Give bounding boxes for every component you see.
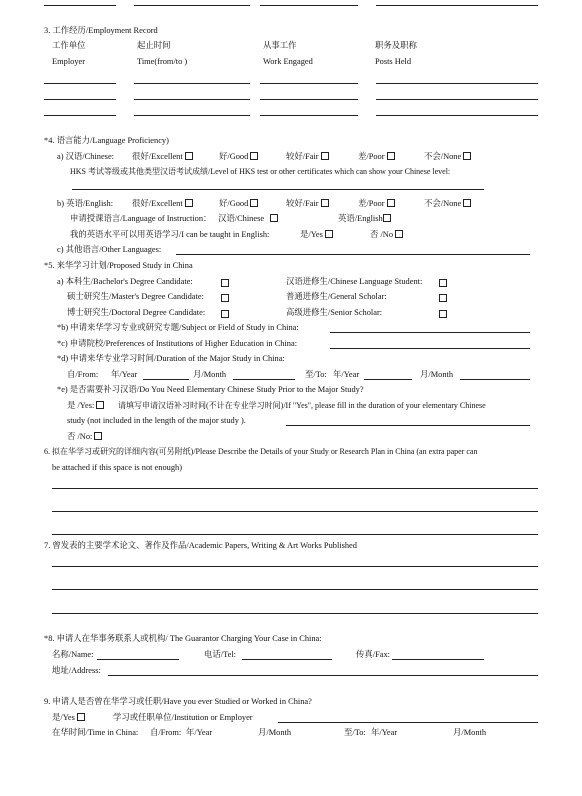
checkbox <box>250 152 258 160</box>
section-5-title: *5. 来华学习计划/Proposed Study in China <box>44 261 193 270</box>
checkbox <box>463 152 471 160</box>
header-time-en: Time(from/to ) <box>137 57 188 66</box>
checkbox <box>77 713 85 721</box>
bachelor-label: a) 本科生/Bachelor's Degree Candidate: <box>57 277 193 286</box>
guarantor-fax-label: 传真/Fax: <box>356 650 390 659</box>
checkbox <box>185 199 193 207</box>
doctor-checkbox[interactable] <box>221 310 229 318</box>
institutions-label: *c) 申请院校/Preferences of Institutions of Higher Education in China: <box>57 339 298 348</box>
guarantor-name-field[interactable] <box>97 659 179 660</box>
senior-scholar-label: 高级进修生/Senior Scholar: <box>286 308 383 317</box>
history-yes[interactable]: 是/Yes <box>52 713 85 723</box>
checkbox <box>395 230 403 238</box>
taught-english-label: 我的英语水平可以用英语学习/I can be taught in English: <box>70 230 270 239</box>
checkbox <box>325 230 333 238</box>
english-label: b) 英语/English: <box>57 199 114 208</box>
header-work-en: Work Engaged <box>263 57 313 66</box>
chinese-label: a) 汉语/Chinese: <box>57 152 114 161</box>
duration-from-label: 自/From: <box>67 370 99 379</box>
hks-note: HKS 考试等级或其他类型汉语考试成绩/Level of HKS test or other certificates which can show your Chinese level: <box>70 167 451 176</box>
guarantor-address-label: 地址/Address: <box>52 666 101 675</box>
checkbox <box>387 152 395 160</box>
doctor-label: 博士研究生/Doctoral Degree Candidate: <box>67 308 206 317</box>
chinese-poor[interactable]: 差/Poor <box>358 152 395 162</box>
header-employer-cn: 工作单位 <box>52 41 86 50</box>
section-4-title: *4. 语言能力/Language Proficiency) <box>44 136 169 145</box>
checkbox <box>250 199 258 207</box>
history-from-year: 年/Year <box>186 728 213 737</box>
guarantor-tel-field[interactable] <box>242 659 332 660</box>
other-languages-field[interactable] <box>176 254 530 255</box>
history-institution-field[interactable] <box>278 722 538 723</box>
elementary-fill-note: 请填写申请汉语补习时间(不计在专业学习时间)/If "Yes", please fill in the duration of your elementary Chinese <box>118 401 486 410</box>
english-good[interactable]: 好/Good <box>219 199 258 209</box>
duration-from-year-label: 年/Year <box>111 370 138 379</box>
guarantor-name-label: 名称/Name: <box>52 650 94 659</box>
bachelor-checkbox[interactable] <box>221 279 229 287</box>
taught-english-no[interactable]: 否 /No <box>370 230 403 240</box>
section-6-title-2: be attached if this space is not enough) <box>52 463 183 472</box>
chinese-excellent[interactable]: 很好/Excellent <box>132 152 193 162</box>
english-fair[interactable]: 较好/Fair <box>286 199 329 209</box>
checkbox <box>321 199 329 207</box>
history-to-label: 至/To: <box>344 728 366 737</box>
duration-label: *d) 申请来华专业学习时间/Duration of the Major Study in China: <box>57 354 285 363</box>
duration-to-label: 至/To: <box>305 370 327 379</box>
checkbox <box>185 152 193 160</box>
header-post-en: Posts Held <box>375 57 412 66</box>
duration-to-year-field[interactable] <box>364 379 412 380</box>
duration-to-year-label: 年/Year <box>333 370 360 379</box>
duration-from-year-field[interactable] <box>143 379 189 380</box>
subject-field[interactable] <box>330 332 530 333</box>
other-languages-label: c) 其他语言/Other Languages: <box>57 245 162 254</box>
english-none[interactable]: 不会/None <box>424 199 471 209</box>
subject-label: *b) 申请来华学习专业或研究专题/Subject or Field of Study in China: <box>57 323 299 332</box>
chinese-student-label: 汉语进修生/Chinese Language Student: <box>286 277 423 286</box>
header-employer-en: Employer <box>52 57 86 66</box>
history-to-month: 月/Month <box>453 728 487 737</box>
general-scholar-checkbox[interactable] <box>439 294 447 302</box>
checkbox <box>383 214 391 222</box>
chinese-none[interactable]: 不会/None <box>424 152 471 162</box>
master-label: 硕士研究生/Master's Degree Candidate: <box>67 292 204 301</box>
section-6-title: 6. 拟在华学习或研究的详细内容(可另附纸)/Please Describe the Details of your Study or Research Plan in China (an extra paper can <box>44 447 478 456</box>
guarantor-address-field[interactable] <box>108 675 538 676</box>
elementary-yes[interactable]: 是 /Yes: <box>67 401 104 411</box>
chinese-fair[interactable]: 较好/Fair <box>286 152 329 162</box>
general-scholar-label: 普通进修生/General Scholar: <box>286 292 387 301</box>
checkbox <box>94 432 102 440</box>
section-9-title: 9. 申请人是否曾在华学习或任职/Have you ever Studied or Worked in China? <box>44 697 312 706</box>
history-to-year: 年/Year <box>371 728 398 737</box>
history-from-label: 自/From: <box>150 728 182 737</box>
checkbox <box>321 152 329 160</box>
instruction-label: 申请授课语言/Language of Instruction： <box>70 214 212 223</box>
senior-scholar-checkbox[interactable] <box>439 310 447 318</box>
duration-to-month-label: 月/Month <box>420 370 454 379</box>
header-work-cn: 从事工作 <box>263 41 297 50</box>
elementary-duration-field[interactable] <box>286 425 530 426</box>
elementary-fill-note-2: study (not included in the length of the major study ). <box>67 416 246 425</box>
hks-field[interactable] <box>72 189 484 190</box>
institutions-field[interactable] <box>330 348 530 349</box>
checkbox <box>270 214 278 222</box>
header-post-cn: 职务及职称 <box>375 41 417 50</box>
section-7-title: 7. 曾发表的主要学术论文、著作及作品/Academic Papers, Writing & Art Works Published <box>44 541 357 550</box>
duration-from-month-field[interactable] <box>233 379 295 380</box>
checkbox <box>96 401 104 409</box>
instruction-chinese[interactable]: 汉语/Chinese <box>218 214 278 224</box>
section-3-title: 3. 工作经历/Employment Record <box>44 26 158 35</box>
english-poor[interactable]: 差/Poor <box>358 199 395 209</box>
section-8-title: *8. 申请人在华事务联系人或机构/ The Guarantor Charging Your Case in China: <box>44 634 322 643</box>
duration-from-month-label: 月/Month <box>193 370 227 379</box>
taught-english-yes[interactable]: 是/Yes <box>300 230 333 240</box>
elementary-no[interactable]: 否 /No: <box>67 432 102 442</box>
guarantor-fax-field[interactable] <box>392 659 484 660</box>
history-time-label: 在华时间/Time in China: <box>52 728 139 737</box>
history-from-month: 月/Month <box>258 728 292 737</box>
chinese-student-checkbox[interactable] <box>439 279 447 287</box>
header-time-cn: 起止时间 <box>137 41 171 50</box>
elementary-question: *e) 是否需要补习汉语/Do You Need Elementary Chinese Study Prior to the Major Study? <box>57 385 364 394</box>
checkbox <box>387 199 395 207</box>
master-checkbox[interactable] <box>221 294 229 302</box>
duration-to-month-field[interactable] <box>460 379 530 380</box>
instruction-english[interactable]: 英语/English <box>338 214 391 224</box>
english-excellent[interactable]: 很好/Excellent <box>132 199 193 209</box>
guarantor-tel-label: 电话/Tel: <box>204 650 236 659</box>
history-institution-label: 学习或任职单位/Institution or Employer <box>113 713 253 722</box>
chinese-good[interactable]: 好/Good <box>219 152 258 162</box>
checkbox <box>463 199 471 207</box>
